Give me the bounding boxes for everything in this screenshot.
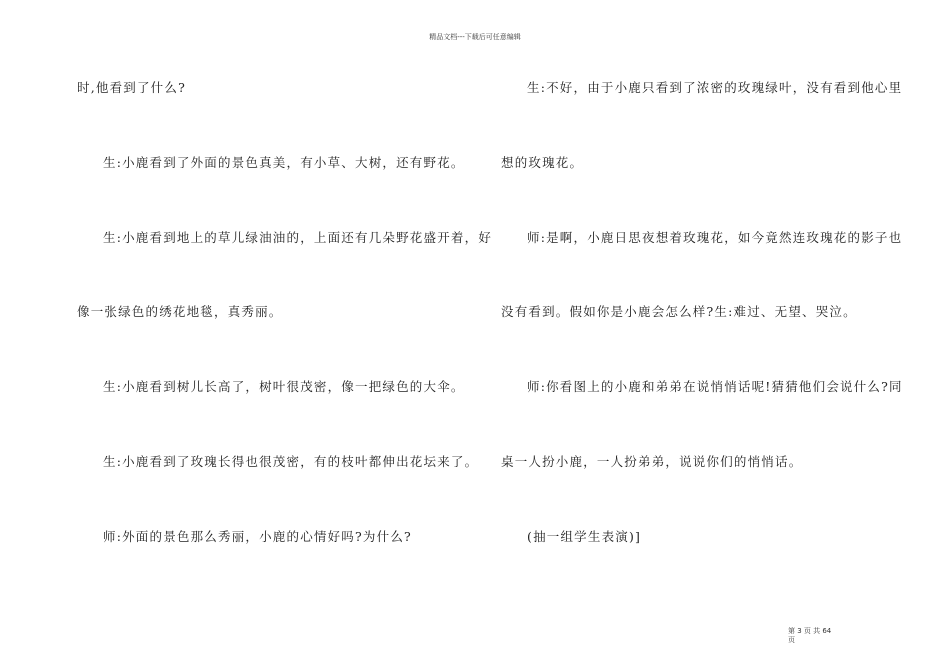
left-line-4: 像一张绿色的绣花地毯，真秀丽。	[77, 304, 283, 319]
document-header: 精品文档---下载后可任意编辑	[429, 33, 521, 41]
left-line-2: 生:小鹿看到了外面的景色真美，有小草、大树，还有野花。	[103, 155, 465, 170]
left-line-1: 时,他看到了什么?	[77, 80, 186, 95]
right-line-5: 师:你看图上的小鹿和弟弟在说悄悄话呢!猜猜他们会说什么?同	[527, 379, 903, 394]
right-line-3: 师:是啊，小鹿日思夜想着玫瑰花，如今竟然连玫瑰花的影子也	[527, 230, 903, 245]
page-number: 第 3 页 共 64 页	[788, 627, 832, 644]
left-line-7: 师:外面的景色那么秀丽，小鹿的心情好吗?为什么?	[103, 529, 412, 544]
right-line-2: 想的玫瑰花。	[501, 155, 584, 170]
left-line-6: 生:小鹿看到了玫瑰长得也很茂密，有的枝叶都伸出花坛来了。	[103, 454, 479, 469]
left-line-3: 生:小鹿看到地上的草儿绿油油的，上面还有几朵野花盛开着，好	[103, 230, 493, 245]
right-line-4: 没有看到。假如你是小鹿会怎么样?生:难过、无望、哭泣。	[501, 304, 857, 319]
right-line-1: 生:不好，由于小鹿只看到了浓密的玫瑰绿叶，没有看到他心里	[527, 80, 903, 95]
right-line-7: (抽一组学生表演)]	[527, 529, 642, 544]
left-line-5: 生:小鹿看到树儿长高了，树叶很茂密，像一把绿色的大伞。	[103, 379, 465, 394]
right-line-6: 桌一人扮小鹿，一人扮弟弟，说说你们的悄悄话。	[501, 454, 803, 469]
